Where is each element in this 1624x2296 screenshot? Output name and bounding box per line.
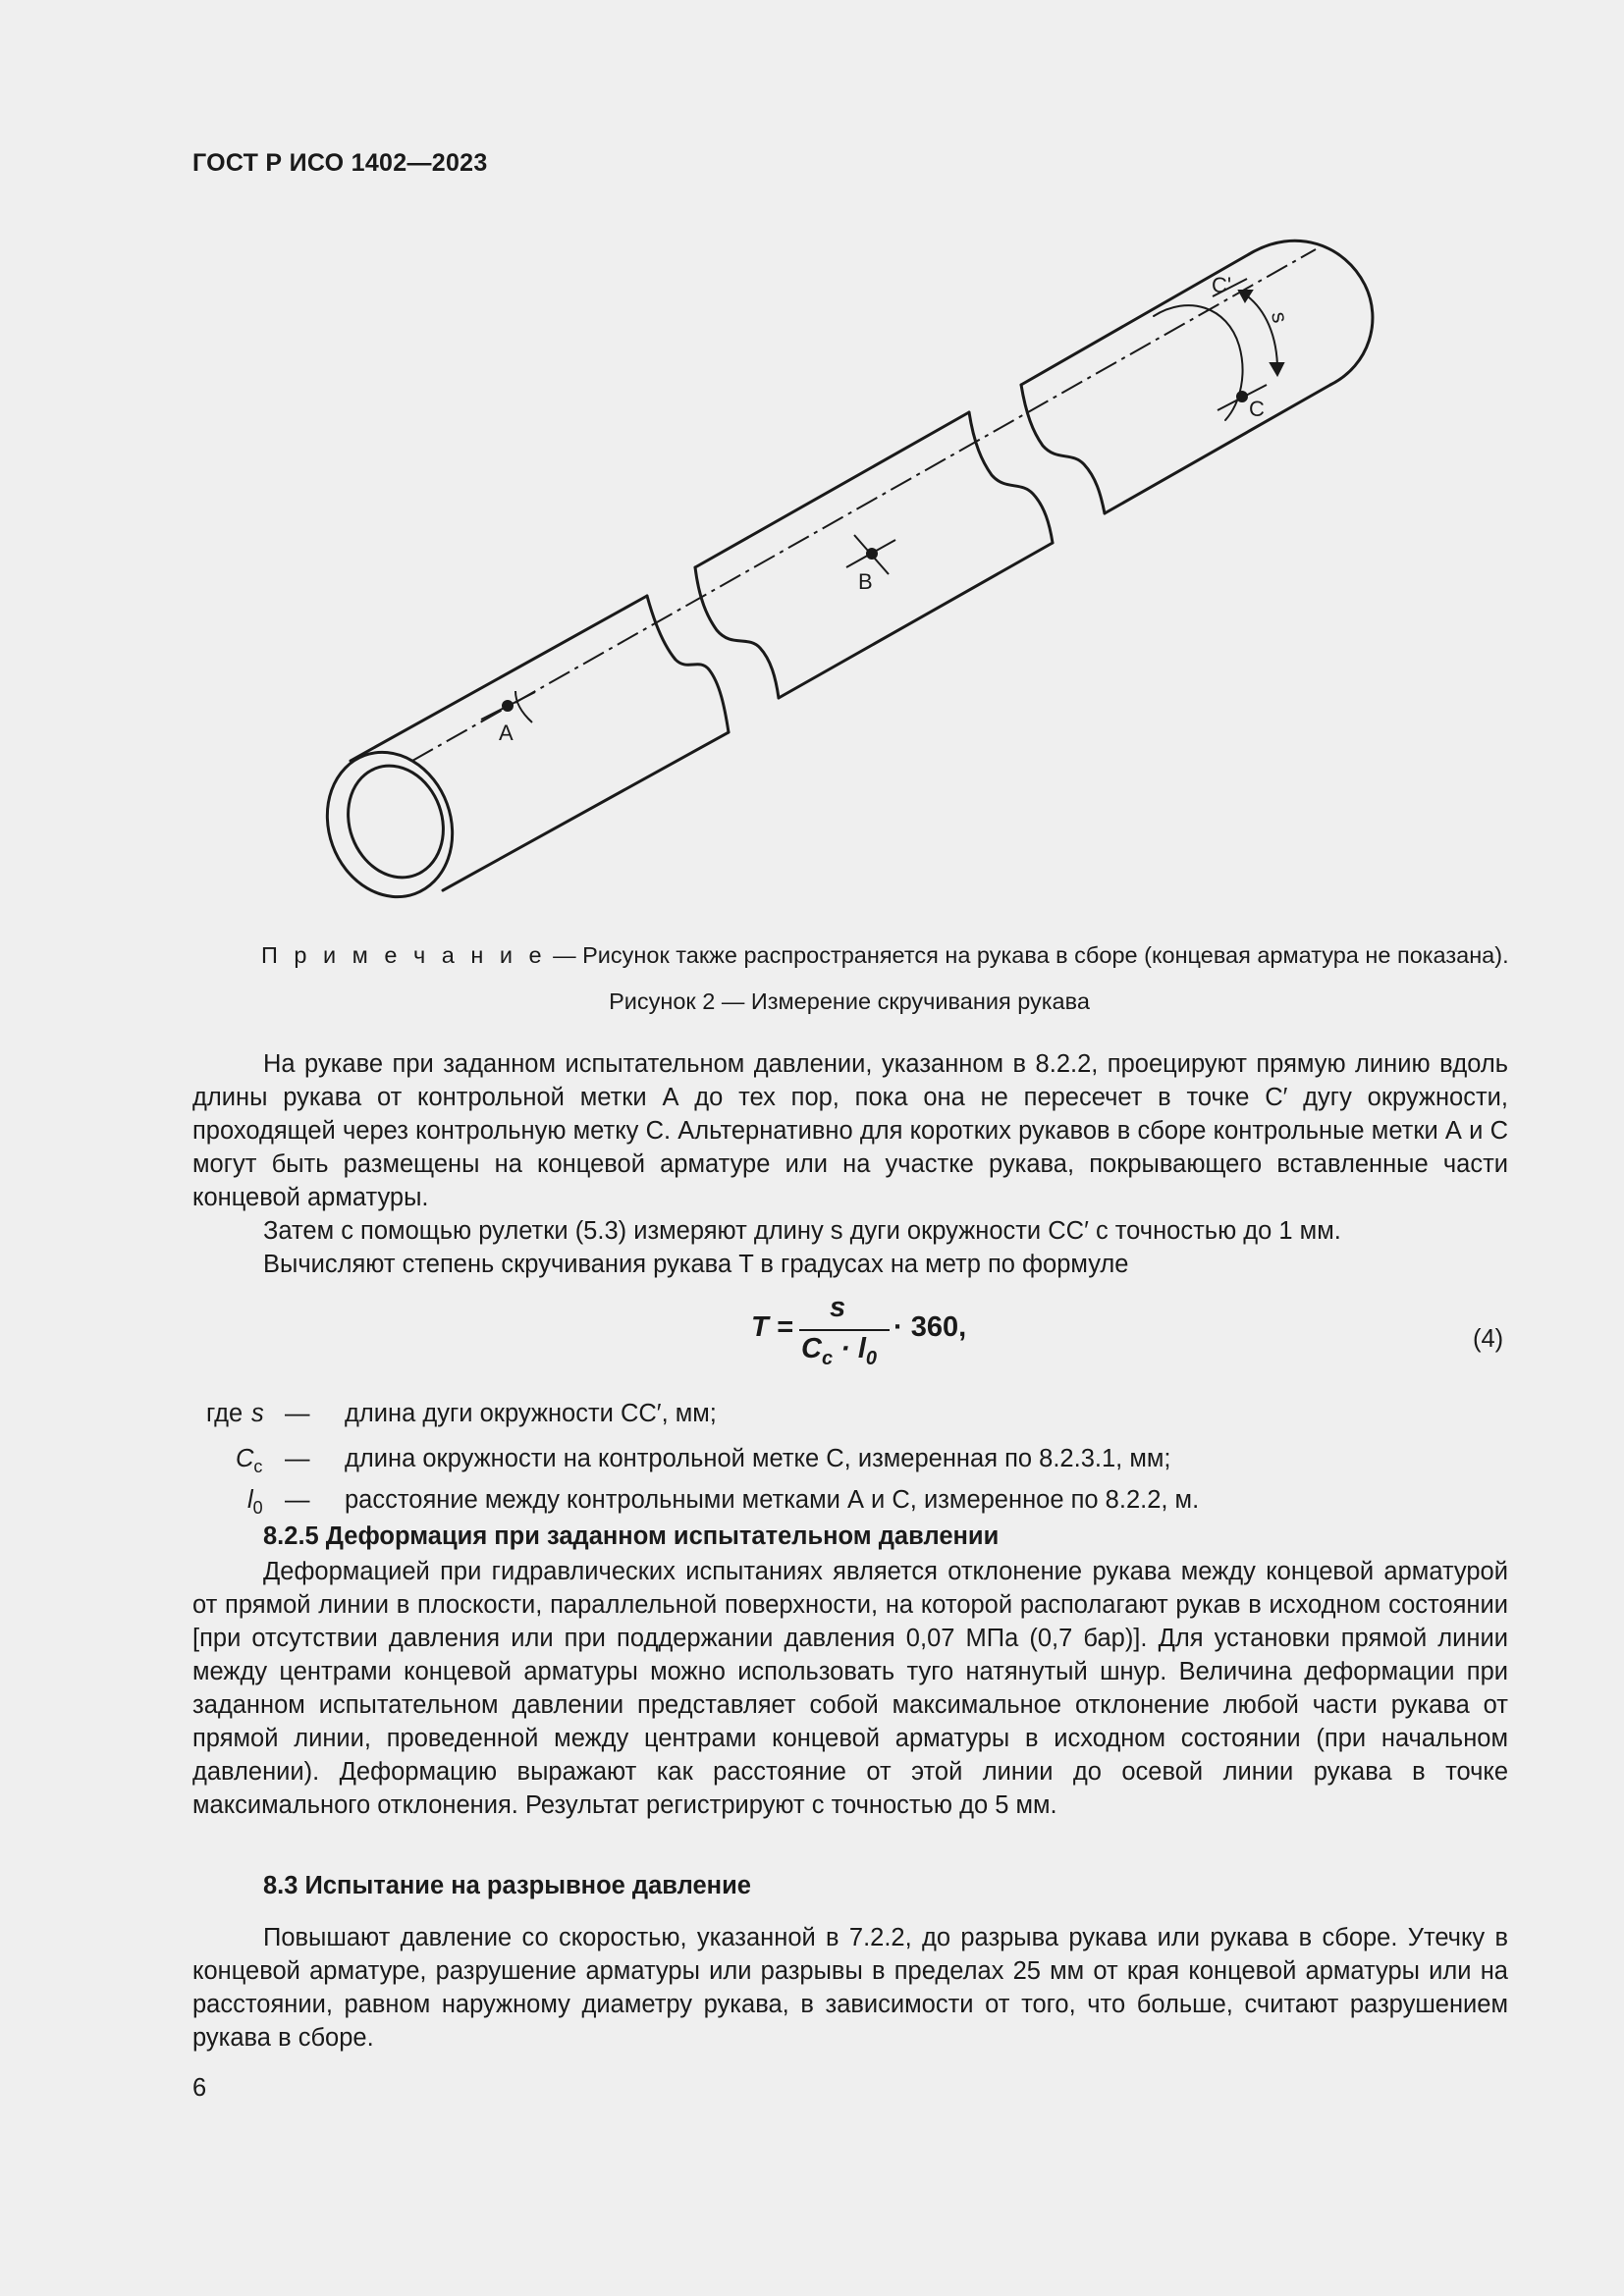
section-83-body bbox=[192, 1921, 1508, 2055]
definition-dash: — bbox=[285, 1400, 310, 1427]
definition-text: длина окружности на контрольной метке С, измеренная по 8.2.3.1, мм; bbox=[345, 1445, 1171, 1472]
section-heading-825: 8.2.5 Деформация при заданном испытательном давлении bbox=[263, 1522, 1000, 1550]
document-header: ГОСТ Р ИСО 1402—2023 bbox=[192, 149, 488, 177]
definition-text: длина дуги окружности СС′, мм; bbox=[345, 1400, 717, 1427]
formula-numerator: s bbox=[830, 1292, 846, 1323]
paragraph: Затем с помощью рулетки (5.3) измеряют длину s дуги окружности СС′ с точностью до 1 мм. bbox=[263, 1217, 1341, 1245]
definition-text: расстояние между контрольными метками А и С, измеренное по 8.2.2, м. bbox=[345, 1486, 1200, 1514]
mark-b bbox=[846, 535, 895, 574]
arc-arrow-bottom bbox=[1271, 363, 1283, 375]
arc-arrow-top bbox=[1239, 291, 1252, 301]
label-c-prime: C' bbox=[1212, 273, 1232, 297]
section-heading-83: 8.3 Испытание на разрывное давление bbox=[263, 1872, 751, 1899]
formula-4 bbox=[746, 1294, 1001, 1372]
note-text: — Рисунок также распространяется на рукава в сборе (концевая арматура не показана). bbox=[546, 942, 1509, 968]
where-prefix: где bbox=[206, 1400, 244, 1427]
hose-segment-right bbox=[1021, 240, 1373, 513]
fraction-bar bbox=[799, 1329, 890, 1331]
figure-caption: Рисунок 2 — Измерение скручивания рукава bbox=[609, 988, 1090, 1014]
paragraph: Деформацией при гидравлических испытаниях является отклонение рукава между концевой арматурой от прямой линии в плоскости, параллельной поверхности, на которой располагают рукав в исходном состоянии [при отсутствии давления или при поддержании давления 0,07 МПа (0,7 бар)]. Для установки прямой линии между центрами концевой арматуры можно использовать туго натянутый шнур. Величина деформации при заданном испытательном давлении представляет собой максимальное отклонение любой части рукава от прямой линии, проведенной между центрами концевой арматуры в исходном состоянии (при начальном давлении). Деформацию выражают как расстояние от этой линии до осевой линии рукава в точке максимального отклонения. Результат регистрируют с точностью до 5 мм. bbox=[192, 1558, 1508, 1819]
paragraph-block-1 bbox=[192, 1047, 1508, 1281]
paragraph: Повышают давление со скоростью, указанной в 7.2.2, до разрыва рукава или рукава в сборе. Утечку в концевой арматуре, разрушение арматуры или разрывы в пределах 25 мм от края концевой арматуры или на расстоянии, равном наружному диаметру рукава, в зависимости от того, что больше, считают разрушением рукава в сборе. bbox=[192, 1924, 1508, 2052]
definition-dash: — bbox=[285, 1486, 310, 1514]
definition-symbol: $C_c$ bbox=[236, 1445, 263, 1477]
hose-segment-left bbox=[307, 596, 729, 915]
note-prefix: П р и м е ч а н и е bbox=[261, 942, 547, 968]
definition-symbol: $l_0$ bbox=[247, 1486, 263, 1519]
formula-number: (4) bbox=[1473, 1325, 1504, 1353]
formula-denominator: $C_c \cdot l_0$ bbox=[801, 1333, 878, 1369]
label-c: C bbox=[1249, 397, 1265, 421]
formula-lhs: T = bbox=[751, 1311, 793, 1343]
formula-rhs: · 360, bbox=[893, 1311, 967, 1343]
definition-symbol: s bbox=[251, 1400, 264, 1427]
centerline bbox=[412, 249, 1316, 761]
figure-note bbox=[261, 942, 1538, 969]
section-825-body bbox=[192, 1555, 1508, 1822]
hose-twist-figure bbox=[0, 0, 1624, 942]
label-b: B bbox=[858, 569, 873, 594]
paragraph: На рукаве при заданном испытательном давлении, указанном в 8.2.2, проецируют прямую линию вдоль длины рукава от контрольной метки А до тех пор, пока она не пересечет в точке С′ дугу окружности, проходящей через контрольную метку С. Альтернативно для коротких рукавов в сборе контрольные метки А и С могут быть размещены на концевой арматуре или на участке рукава, покрывающего вставленные части концевой арматуры. bbox=[192, 1050, 1508, 1211]
label-a: A bbox=[499, 721, 514, 745]
paragraph: Вычисляют степень скручивания рукава T в градусах на метр по формуле bbox=[263, 1251, 1129, 1278]
label-s: s bbox=[1267, 309, 1293, 325]
page-number: 6 bbox=[192, 2074, 207, 2102]
definition-dash: — bbox=[285, 1445, 310, 1472]
